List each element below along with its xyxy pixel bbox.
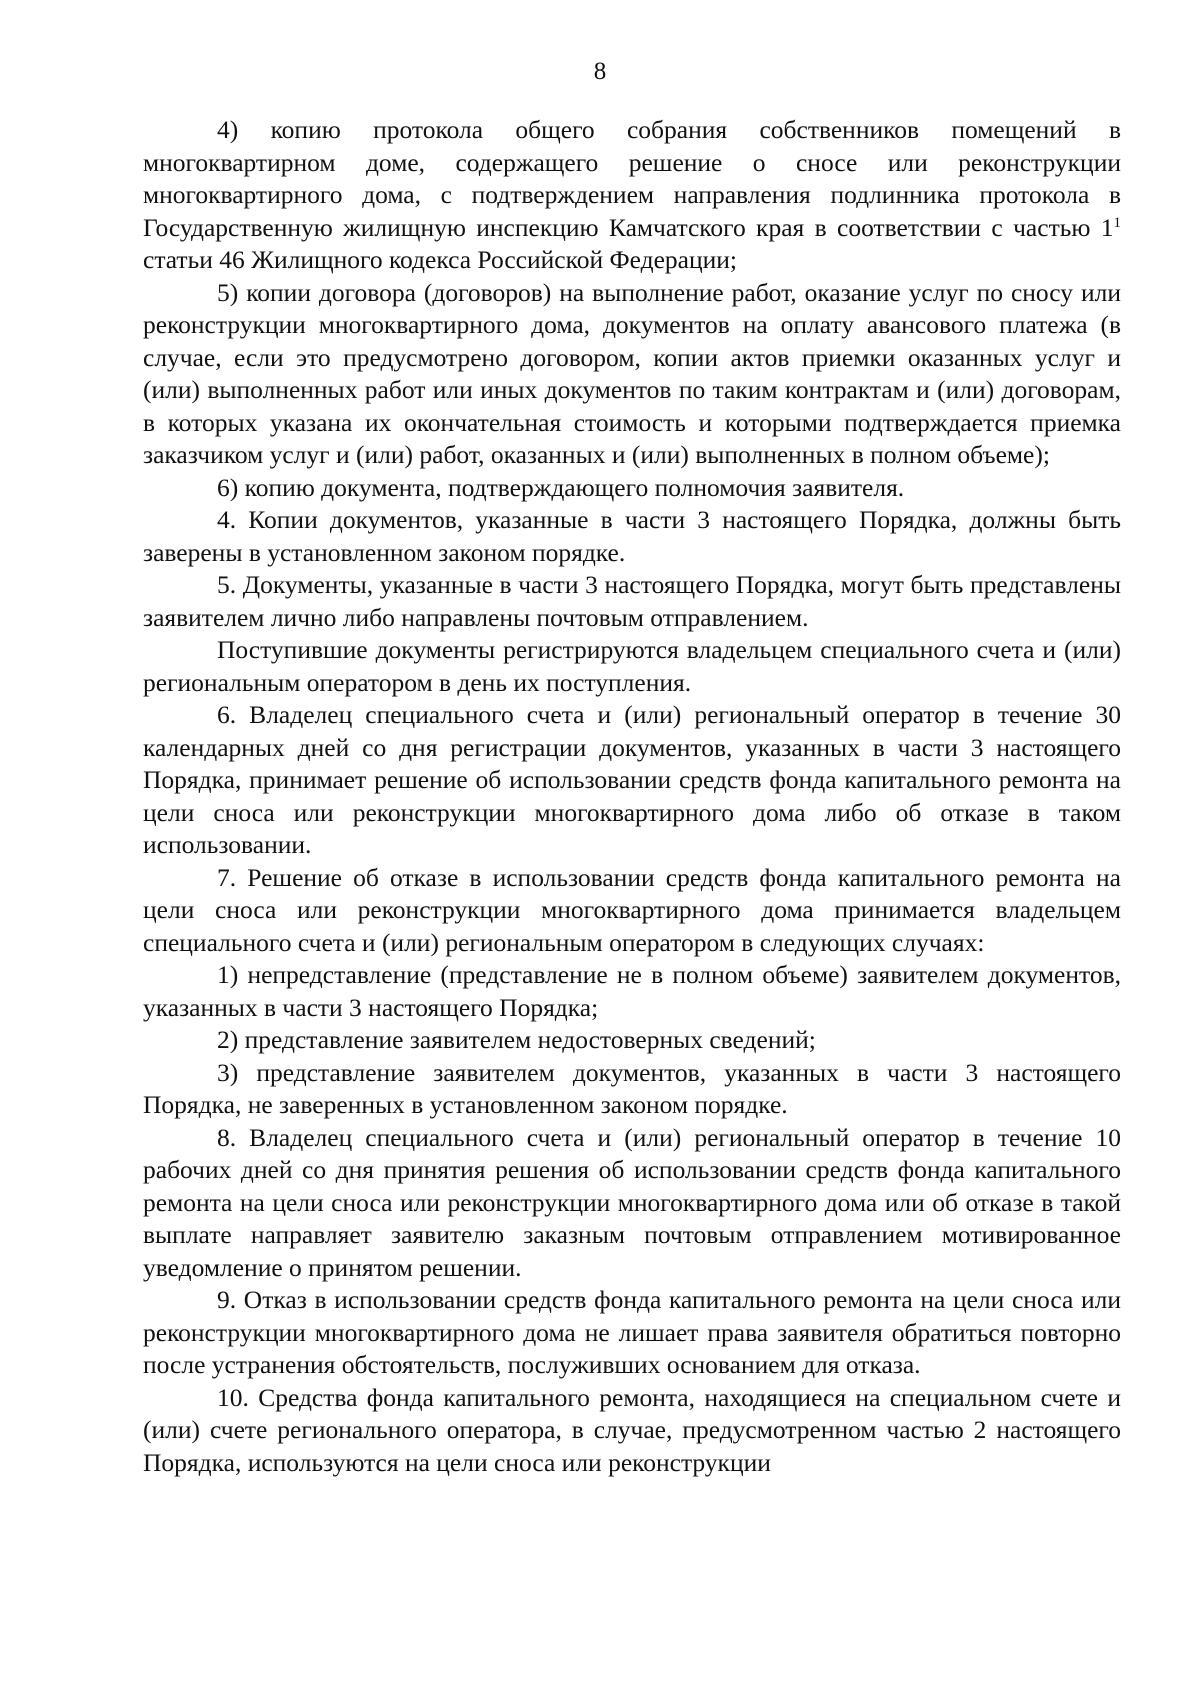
paragraph-part-7: 7. Решение об отказе в использовании средств фонда капитального ремонта на цели сноса или реконструкции многоквартирного дома принимается владельцем специального счета и (или) региональным оператором в следующих случаях: bbox=[143, 862, 1121, 957]
paragraph-item-4 bbox=[143, 114, 1121, 277]
paragraph-case-1: 1) непредставление (представление не в полном объеме) заявителем документов, указанных в части 3 настоящего Порядка; bbox=[143, 960, 1121, 1022]
paragraph-part-5: 5. Документы, указанные в части 3 настоящего Порядка, могут быть представлены заявителем лично либо направлены почтовым отправлением. bbox=[143, 570, 1121, 632]
paragraph-text: статьи 46 Жилищного кодекса Российской Федерации; bbox=[143, 245, 737, 274]
paragraph-part-8: 8. Владелец специального счета и (или) региональный оператор в течение 10 рабочих дней со дня принятия решения об использовании средств фонда капитального ремонта на цели сноса или реконструкции многоквартирного дома или об отказе в такой выплате направляет заявителю заказным почтовым отправлением мотивированное уведомление о принятом решении. bbox=[143, 1122, 1121, 1282]
paragraph-text: 4) копию протокола общего собрания собственников помещений в многоквартирном доме, содержащего решение о сносе или реконструкции многоквартирного дома, с подтверждением направления подлинника протокола в Государственную жилищную инспекцию Камчатского края в соответствии с частью 1 bbox=[143, 115, 1121, 242]
superscript: 1 bbox=[1113, 214, 1121, 231]
paragraph-case-3: 3) представление заявителем документов, указанных в части 3 настоящего Порядка, не заверенных в установленном законом порядке. bbox=[143, 1057, 1121, 1119]
paragraph-registration: Поступившие документы регистрируются владельцем специального счета и (или) региональным оператором в день их поступления. bbox=[143, 635, 1121, 697]
paragraph-part-9: 9. Отказ в использовании средств фонда капитального ремонта на цели сноса или реконструкции многоквартирного дома не лишает права заявителя обратиться повторно после устранения обстоятельств, послуживших основанием для отказа. bbox=[143, 1285, 1121, 1379]
document-body bbox=[143, 114, 1121, 1479]
paragraph-part-6: 6. Владелец специального счета и (или) региональный оператор в течение 30 календарных дней со дня регистрации документов, указанных в части 3 настоящего Порядка, принимает решение об использовании средств фонда капитального ремонта на цели сноса или реконструкции многоквартирного дома либо об отказе в таком использовании. bbox=[143, 700, 1121, 859]
paragraph-item-5: 5) копии договора (договоров) на выполнение работ, оказание услуг по сносу или реконструкции многоквартирного дома, документов на оплату авансового платежа (в случае, если это предусмотрено договором, копии актов приемки оказанных услуг и (или) выполненных работ или иных документов по таким контрактам и (или) договорам, в которых указана их окончательная стоимость и которыми подтверждается приемка заказчиком услуг и (или) работ, оказанных и (или) выполненных в полном объеме); bbox=[143, 277, 1121, 469]
paragraph-item-6: 6) копию документа, подтверждающего полномочия заявителя. bbox=[217, 472, 905, 502]
paragraph-part-4: 4. Копии документов, указанные в части 3 настоящего Порядка, должны быть заверены в установленном законом порядке. bbox=[143, 505, 1121, 567]
page-number: 8 bbox=[593, 58, 607, 85]
paragraph-part-10: 10. Средства фонда капитального ремонта, находящиеся на специальном счете и (или) счете регионального оператора, в случае, предусмотренном частью 2 настоящего Порядка, используются на цели сноса или реконструкции bbox=[143, 1382, 1121, 1477]
paragraph-case-2: 2) представление заявителем недостоверных сведений; bbox=[217, 1025, 816, 1054]
